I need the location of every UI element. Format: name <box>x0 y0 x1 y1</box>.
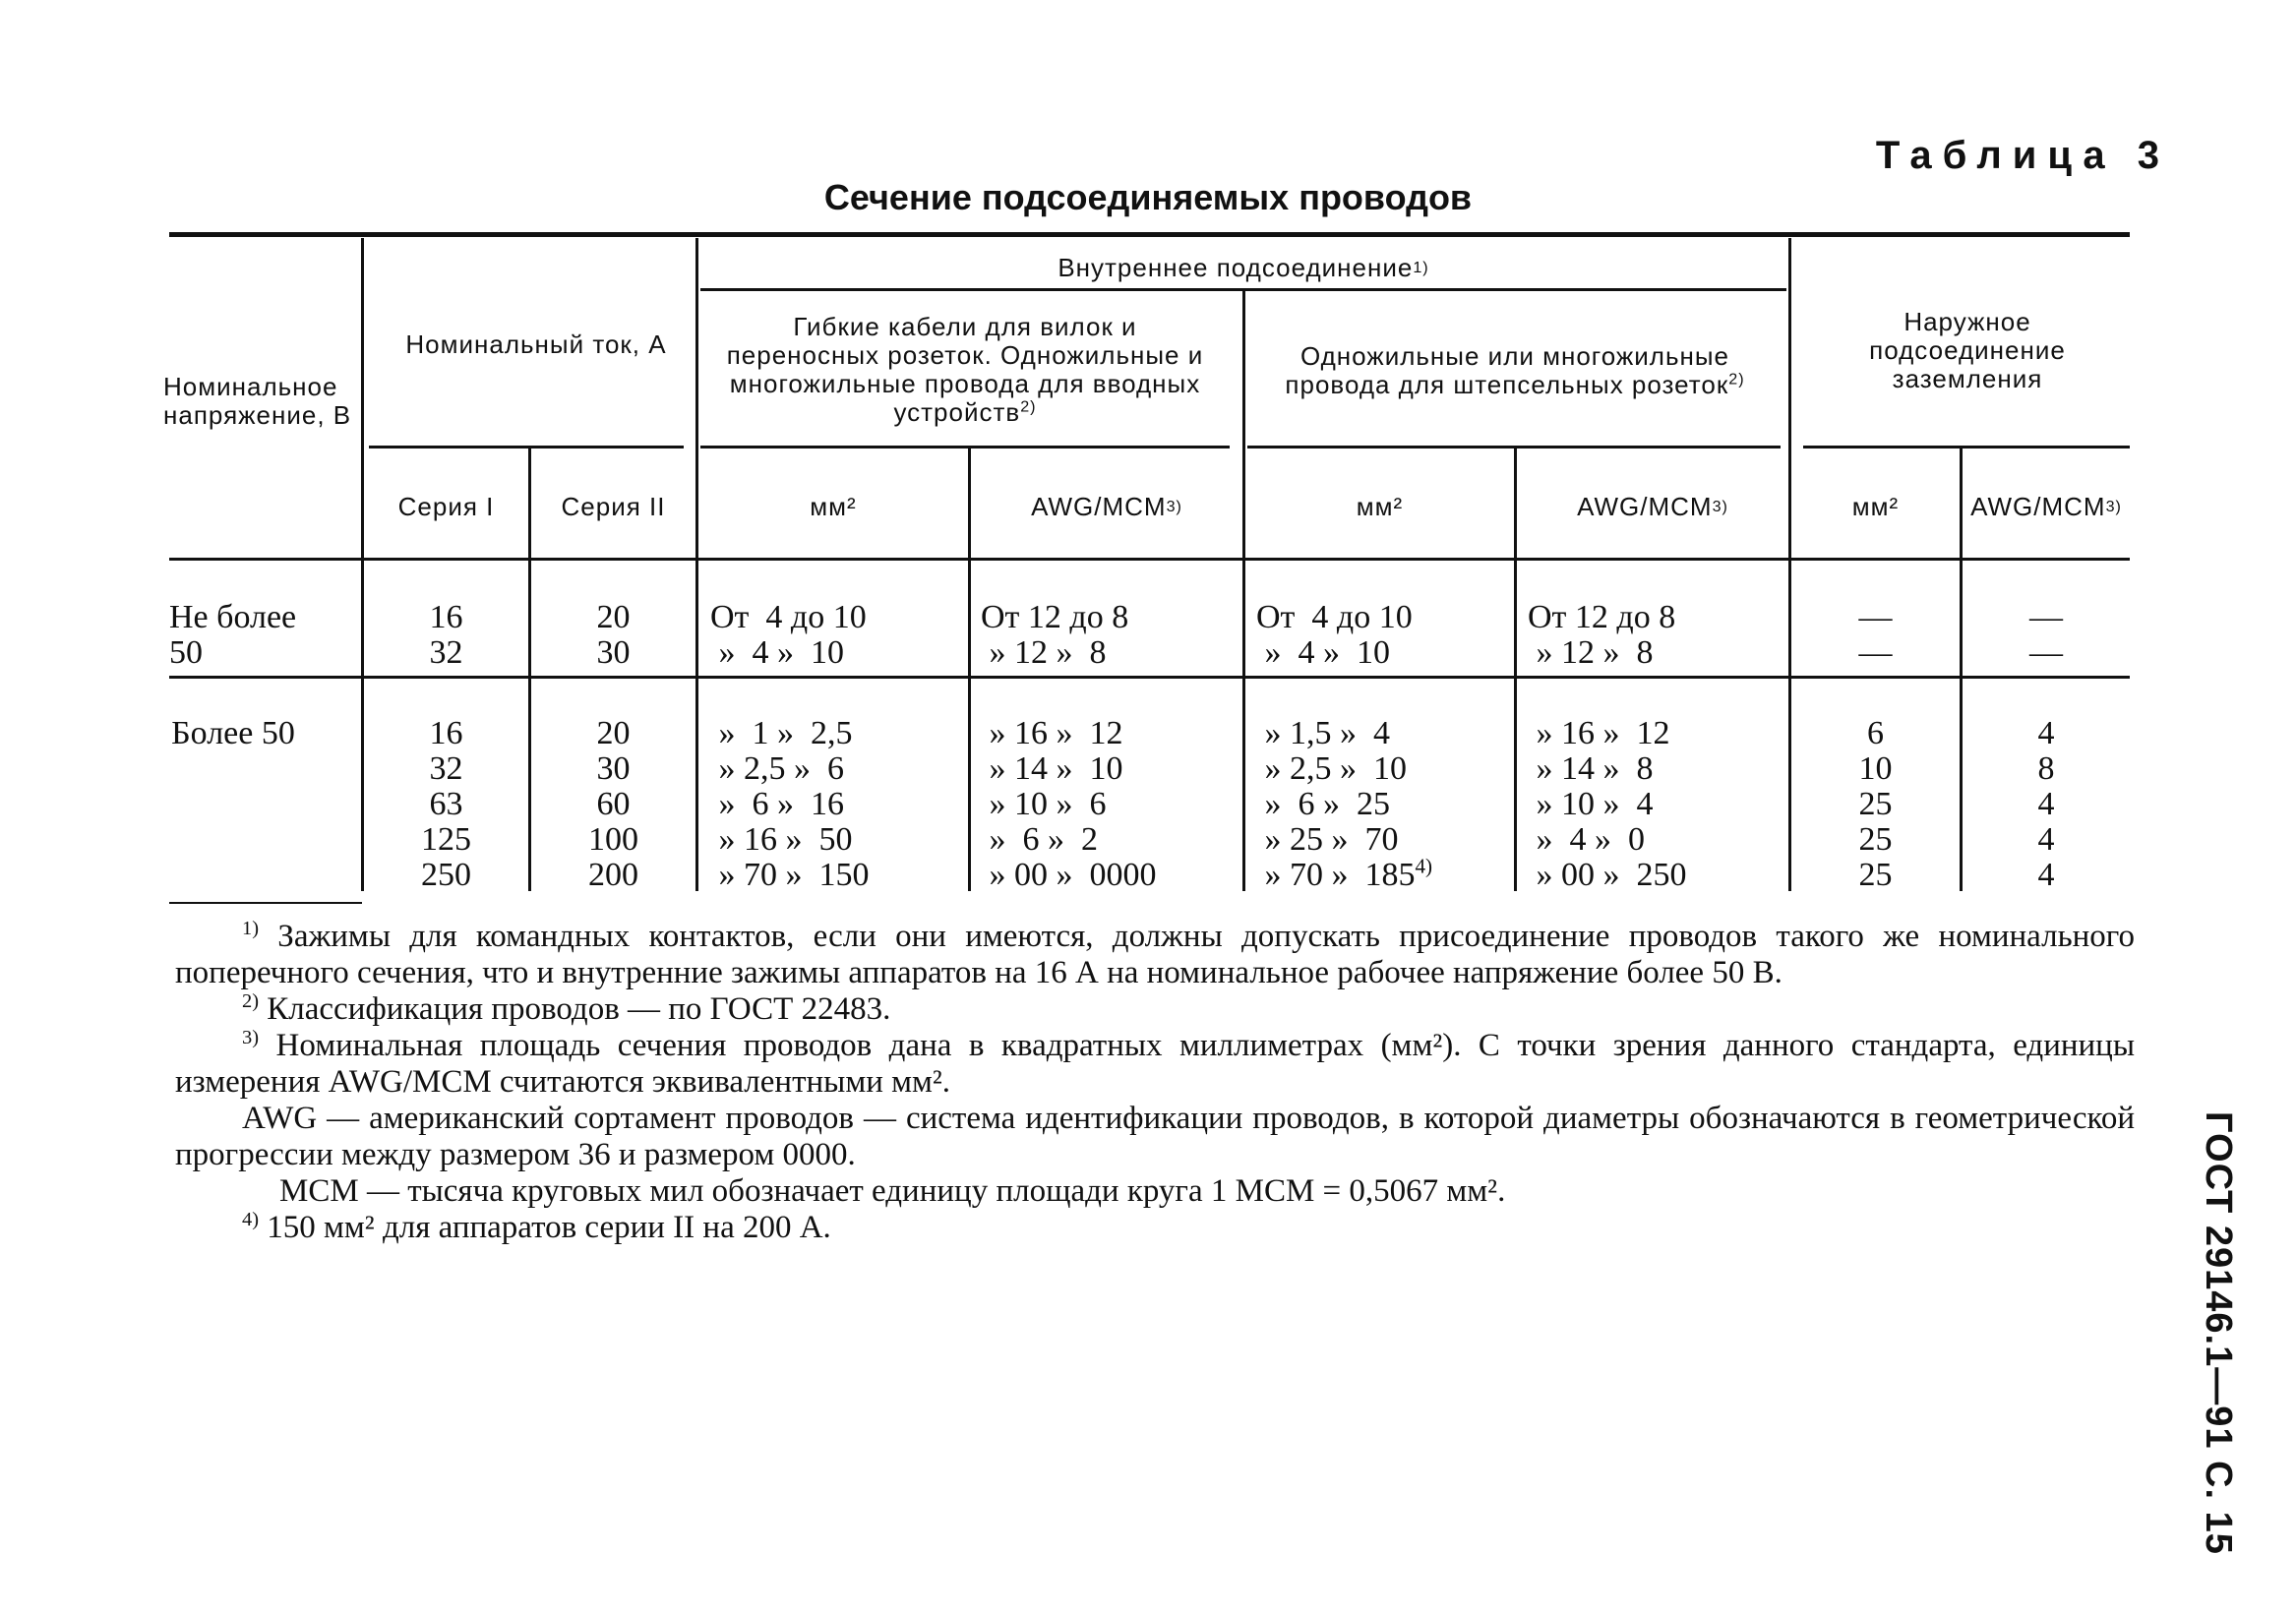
header-external-awg: AWG/MCM 3) <box>1970 491 2122 521</box>
table-cell: » 4 » 10 <box>710 634 844 671</box>
table-cell: 4 <box>2037 715 2055 751</box>
series1-column <box>364 600 528 671</box>
header-external-mm2: мм² <box>1851 491 1900 521</box>
header-single: Одножильные или многожильные провода для штепсельных розеток$^{2)}$ <box>1285 341 1745 399</box>
table-cell: 200 <box>588 857 638 893</box>
table-cell: » 00 » 0000 <box>981 857 1157 893</box>
series1-column <box>364 716 528 893</box>
table-cell: » 6 » 16 <box>710 786 844 822</box>
table-cell: 30 <box>596 634 631 671</box>
table-cell: » 12 » 8 <box>1528 634 1654 671</box>
footnote-1: $^{1)}$ Зажимы для командных контактов, если они имеются, должны допускать присоединение проводов такого же номинального поперечного сечения, что и внутренние зажимы аппаратов на 16 А на номинальное рабочее напряжение более 50 В. <box>175 918 2136 990</box>
header-flexible-awg: AWG/MCM 3) <box>1031 491 1182 521</box>
col-rule <box>695 238 698 891</box>
footnote-4: $^{4)}$ 150 мм² для аппаратов серии II на 200 А. <box>242 1209 831 1245</box>
table-cell: 6 <box>1867 715 1884 751</box>
table-cell: » 4 » 10 <box>1256 634 1390 671</box>
footnote-mcm: MCM — тысяча круговых мил обозначает единицу площади круга 1 MCM = 0,5067 мм². <box>279 1173 1506 1209</box>
header-series-2: Серия II <box>561 491 666 521</box>
table-cell: 25 <box>1858 857 1893 893</box>
table-cell: 8 <box>2037 750 2055 787</box>
footnote-separator-rule <box>169 902 362 904</box>
group-voltage: Более 50 <box>171 715 295 751</box>
footnote-2: $^{2)}$ Классификация проводов — по ГОСТ 22483. <box>242 990 891 1027</box>
table-cell: » 1 » 2,5 <box>710 715 853 751</box>
header-flexible-mm2: мм² <box>810 491 857 521</box>
table-cell: » 25 » 70 <box>1256 821 1399 858</box>
table-cell: 10 <box>1858 750 1893 787</box>
table-cell: » 6 » 25 <box>1256 786 1390 822</box>
flexible-header-rule <box>700 446 1230 448</box>
table-cell: 20 <box>596 715 631 751</box>
single-mm2-column <box>1256 600 1512 671</box>
footnote-3: $^{3)}$ Номинальная площадь сечения проводов дана в квадратных миллиметрах (мм²). С точки зрения данного стандарта, единицы измерения AWG/MCM считаются эквивалентными мм². <box>175 1027 2136 1100</box>
table-cell: 32 <box>429 750 463 787</box>
header-flexible: Гибкие кабели для вилок и переносных розеток. Одножильные и многожильные провода для вводных устройств$^{2)}$ <box>726 312 1204 427</box>
table-cell: » 10 » 6 <box>981 786 1107 822</box>
table-cell: » 12 » 8 <box>981 634 1107 671</box>
external-mm2-column <box>1791 600 1960 671</box>
table-cell: 20 <box>596 599 631 635</box>
table-cell: » 1,5 » 4 <box>1256 715 1390 751</box>
header-bottom-rule <box>169 558 2130 561</box>
table-cell: » 16 » 12 <box>981 715 1123 751</box>
table-cell: » 2,5 » 10 <box>1256 750 1407 787</box>
table-cell: 16 <box>429 599 463 635</box>
header-series-1: Серия I <box>397 491 495 521</box>
flexible-mm2-column <box>710 600 966 671</box>
table-cell: » 14 » 10 <box>981 750 1123 787</box>
flexible-mm2-column <box>710 716 966 893</box>
table-cell: 4 <box>2037 821 2055 858</box>
table-cell: 125 <box>421 821 471 858</box>
table-cell: » 00 » 250 <box>1528 857 1687 893</box>
table-cell: От 4 до 10 <box>710 599 867 635</box>
flexible-awg-column <box>981 716 1239 893</box>
table-top-rule <box>169 232 2130 237</box>
single-awg-column <box>1528 716 1785 893</box>
group-separator-rule <box>169 676 2130 679</box>
table-cell: — <box>1858 634 1893 671</box>
table-cell: — <box>1858 599 1893 635</box>
table-cell: 32 <box>429 634 463 671</box>
series2-column <box>531 600 695 671</box>
table-cell: » 16 » 12 <box>1528 715 1670 751</box>
header-internal: Внутреннее подсоединение 1) <box>1057 252 1429 282</box>
table-number: Таблица 3 <box>1875 134 2170 177</box>
current-header-rule <box>369 446 684 448</box>
footnote-awg: AWG — американский сортамент проводов — система идентификации проводов, в которой диаметры обозначаются в геометрической прогрессии между размером 36 и размером 0000. <box>175 1101 2135 1172</box>
header-current: Номинальный ток, А <box>405 329 667 359</box>
table-cell: » 70 » 185$^{4)}$ <box>1256 854 1433 893</box>
external-awg-column <box>1963 716 2130 893</box>
group-voltage: Не более 50 <box>169 599 297 671</box>
external-mm2-column <box>1791 716 1960 893</box>
table-cell: 16 <box>429 715 463 751</box>
table-cell: 25 <box>1858 786 1893 822</box>
table-cell: От 12 до 8 <box>981 599 1129 635</box>
row-note-ref: 4) <box>1415 854 1433 878</box>
table-cell: От 4 до 10 <box>1256 599 1413 635</box>
header-voltage: Номинальное напряжение, В <box>163 372 352 430</box>
table-cell: — <box>2029 599 2063 635</box>
table-cell: От 12 до 8 <box>1528 599 1676 635</box>
table-cell: » 70 » 150 <box>710 857 870 893</box>
table-cell: 100 <box>588 821 638 858</box>
table-cell: 60 <box>596 786 631 822</box>
table-cell: 25 <box>1858 821 1893 858</box>
standard-page-label: ГОСТ 29146.1—91 С. 15 <box>2198 1111 2239 1555</box>
table-cell: » 6 » 2 <box>981 821 1098 858</box>
table-cell: 4 <box>2037 857 2055 893</box>
external-awg-column <box>1963 600 2130 671</box>
table-cell: » 10 » 4 <box>1528 786 1654 822</box>
series2-column <box>531 716 695 893</box>
single-awg-column <box>1528 600 1785 671</box>
table-cell: 250 <box>421 857 471 893</box>
table-cell: » 16 » 50 <box>710 821 853 858</box>
table-cell: 4 <box>2037 786 2055 822</box>
table-cell: » 4 » 0 <box>1528 821 1645 858</box>
header-single-mm2: мм² <box>1356 491 1404 521</box>
table-cell: — <box>2029 634 2063 671</box>
col-rule <box>1242 291 1245 891</box>
single-mm2-column <box>1256 716 1512 893</box>
external-header-rule <box>1803 446 2130 448</box>
header-external: Наружное подсоединение заземления <box>1869 306 2066 393</box>
flexible-awg-column <box>981 600 1239 671</box>
table-cell: » 2,5 » 6 <box>710 750 844 787</box>
table-cell: 63 <box>429 786 463 822</box>
table-cell: 30 <box>596 750 631 787</box>
header-single-awg: AWG/MCM 3) <box>1577 491 1728 521</box>
footnotes <box>175 919 2135 1246</box>
table-cell: » 14 » 8 <box>1528 750 1654 787</box>
table-title: Сечение подсоединяемых проводов <box>823 177 1473 217</box>
